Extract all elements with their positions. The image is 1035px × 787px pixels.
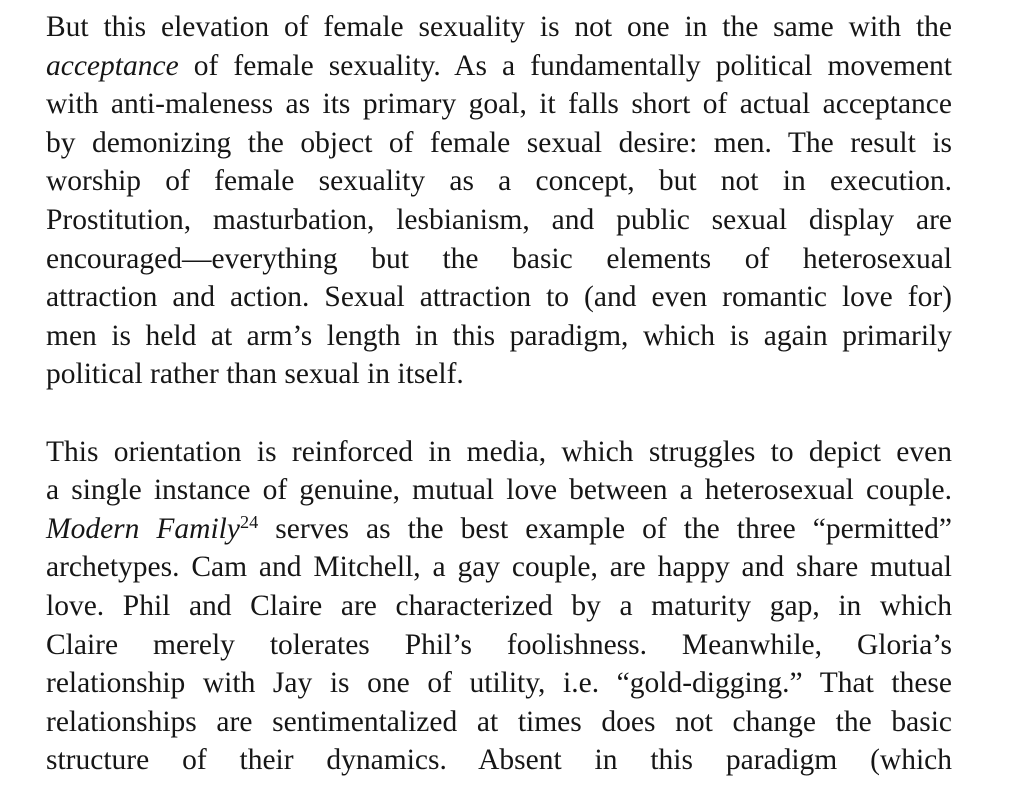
text-line: [46, 741, 952, 780]
text-line: [46, 317, 952, 356]
text-line: [46, 240, 952, 279]
text-line: [46, 124, 952, 163]
text-line: [46, 548, 952, 587]
text-run: with anti-maleness as its primary goal, it falls short of actual acceptance: [46, 88, 952, 121]
paragraph: [46, 433, 952, 780]
text-line: [46, 433, 952, 472]
text-line: [46, 201, 952, 240]
text-line: [46, 8, 952, 47]
text-line: [46, 355, 952, 394]
text-run: This orientation is reinforced in media, which struggles to depict even: [46, 435, 952, 468]
text-run: serves as the best example of the three “permitted”: [258, 512, 952, 545]
paragraph: [46, 8, 952, 394]
italic-text-run: Modern Family: [46, 512, 240, 545]
text-run: relationship with Jay is one of utility, i.e. “gold-digging.” That these: [46, 667, 952, 700]
text-run: attraction and action. Sexual attraction to (and even romantic love for): [46, 281, 952, 314]
text-line: [46, 162, 952, 201]
document-page: [46, 8, 952, 780]
text-line: [46, 47, 952, 86]
text-line: [46, 471, 952, 510]
text-run: men is held at arm’s length in this paradigm, which is again primarily: [46, 319, 952, 352]
text-run: love. Phil and Claire are characterized by a maturity gap, in which: [46, 589, 952, 622]
text-line: [46, 703, 952, 742]
text-line: [46, 85, 952, 124]
text-run: Prostitution, masturbation, lesbianism, and public sexual display are: [46, 203, 952, 236]
text-run: a single instance of genuine, mutual love between a heterosexual couple.: [46, 474, 952, 507]
text-run: Claire merely tolerates Phil’s foolishness. Meanwhile, Gloria’s: [46, 628, 952, 661]
text-run: political rather than sexual in itself.: [46, 358, 464, 391]
text-run: But this elevation of female sexuality is not one in the same with the: [46, 11, 952, 43]
text-line: [46, 587, 952, 626]
text-run: relationships are sentimentalized at times does not change the basic: [46, 705, 952, 738]
text-run: structure of their dynamics. Absent in this paradigm (which: [46, 744, 952, 777]
text-run: by demonizing the object of female sexual desire: men. The result is: [46, 126, 952, 159]
text-line: [46, 626, 952, 665]
italic-text-run: acceptance: [46, 49, 179, 82]
text-run: worship of female sexuality as a concept, but not in execution.: [46, 165, 952, 198]
text-run: encouraged—everything but the basic elements of heterosexual: [46, 242, 952, 275]
footnote-marker: 24: [239, 511, 259, 532]
text-line: [46, 510, 952, 549]
text-run: archetypes. Cam and Mitchell, a gay couple, are happy and share mutual: [46, 551, 952, 584]
text-run: of female sexuality. As a fundamentally political movement: [178, 49, 952, 82]
text-line: [46, 278, 952, 317]
text-line: [46, 664, 952, 703]
